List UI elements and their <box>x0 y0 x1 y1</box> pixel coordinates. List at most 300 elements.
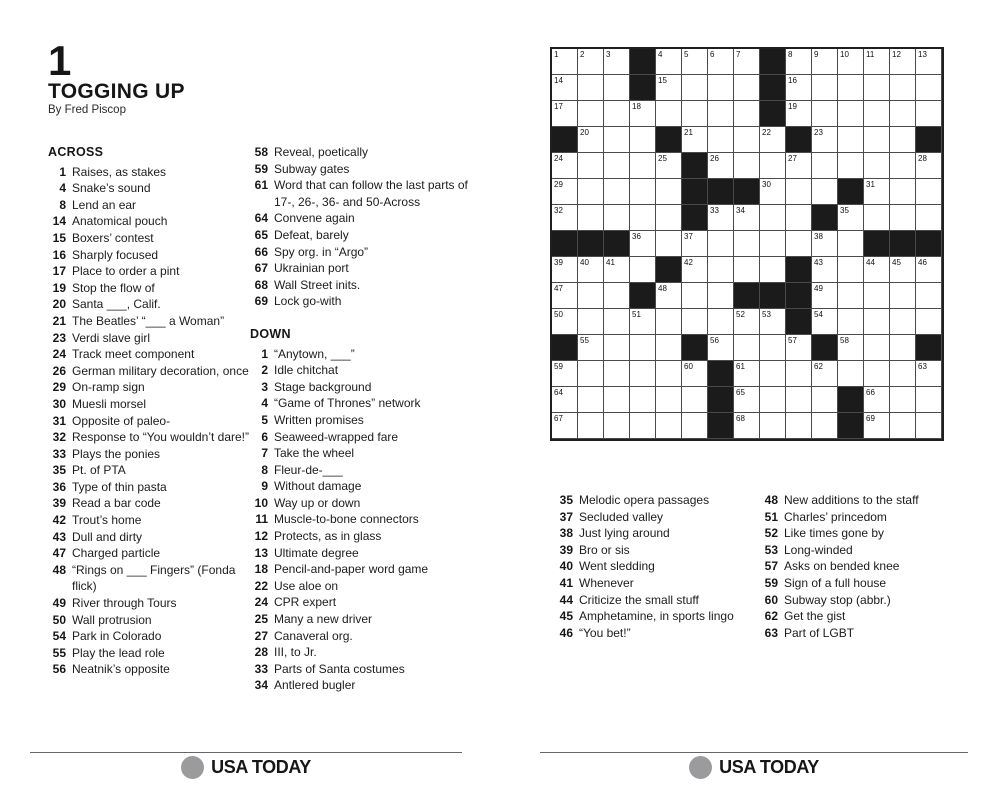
clue-number: 1 <box>261 346 268 361</box>
grid-cell[interactable] <box>682 101 708 127</box>
clue-17 <box>48 263 250 280</box>
grid-cell[interactable] <box>890 361 916 387</box>
grid-cell[interactable] <box>890 153 916 179</box>
grid-cell[interactable] <box>916 387 942 413</box>
grid-cell[interactable] <box>760 205 786 231</box>
clue-text: Idle chitchat <box>274 363 339 378</box>
grid-cell[interactable] <box>864 283 890 309</box>
grid-cell[interactable] <box>656 283 682 309</box>
clue-text: CPR expert <box>274 595 337 610</box>
usatoday-logo-text: USA TODAY <box>719 757 819 777</box>
clue-number: 38 <box>559 526 573 541</box>
grid-cell[interactable] <box>604 283 630 309</box>
grid-cell[interactable] <box>838 101 864 127</box>
clue-number: 31 <box>52 413 66 428</box>
grid-cell[interactable] <box>786 101 812 127</box>
grid-cell[interactable] <box>708 257 734 283</box>
grid-cell-number: 14 <box>554 76 563 85</box>
grid-cell[interactable] <box>604 309 630 335</box>
grid-cell[interactable] <box>630 257 656 283</box>
grid-cell[interactable] <box>838 309 864 335</box>
grid-cell[interactable] <box>812 387 838 413</box>
clue-text: Wall Street inits. <box>274 277 361 292</box>
clue-19 <box>48 280 250 297</box>
grid-cell[interactable] <box>734 361 760 387</box>
grid-cell[interactable] <box>630 231 656 257</box>
clue-number: 7 <box>261 446 268 461</box>
clue-text: Type of thin pasta <box>72 479 167 494</box>
grid-cell[interactable] <box>656 49 682 75</box>
grid-cell[interactable] <box>812 127 838 153</box>
grid-cell-number: 38 <box>814 232 823 241</box>
grid-cell[interactable] <box>682 413 708 439</box>
grid-cell[interactable] <box>552 361 578 387</box>
clue-33 <box>250 661 468 678</box>
grid-cell-number: 13 <box>918 50 927 59</box>
grid-cell-black <box>760 49 786 75</box>
clue-46 <box>555 625 761 642</box>
grid-cell[interactable] <box>890 75 916 101</box>
clue-number: 36 <box>52 479 66 494</box>
grid-cell[interactable] <box>604 205 630 231</box>
grid-cell[interactable] <box>630 413 656 439</box>
clue-number: 33 <box>52 446 66 461</box>
grid-cell[interactable] <box>760 179 786 205</box>
grid-cell[interactable] <box>682 75 708 101</box>
clue-text: Way up or down <box>274 495 361 510</box>
grid-cell-black <box>864 231 890 257</box>
grid-cell[interactable] <box>916 413 942 439</box>
grid-cell[interactable] <box>682 283 708 309</box>
grid-cell[interactable] <box>708 309 734 335</box>
grid-cell[interactable] <box>552 387 578 413</box>
grid-cell[interactable] <box>812 309 838 335</box>
down-header: DOWN <box>250 326 291 341</box>
clue-35 <box>555 492 761 509</box>
grid-cell[interactable] <box>812 75 838 101</box>
grid-cell[interactable] <box>682 309 708 335</box>
grid-cell[interactable] <box>916 361 942 387</box>
clue-52 <box>760 525 968 542</box>
grid-cell[interactable] <box>656 413 682 439</box>
grid-cell[interactable] <box>812 257 838 283</box>
grid-cell[interactable] <box>552 309 578 335</box>
clue-text: Anatomical pouch <box>72 214 168 229</box>
grid-cell[interactable] <box>838 361 864 387</box>
clue-10 <box>250 495 468 512</box>
clue-number: 58 <box>254 145 268 159</box>
grid-cell[interactable] <box>682 127 708 153</box>
grid-cell[interactable] <box>760 361 786 387</box>
grid-cell[interactable] <box>760 309 786 335</box>
grid-cell[interactable] <box>916 49 942 75</box>
grid-cell[interactable] <box>734 49 760 75</box>
grid-cell-number: 3 <box>606 50 611 59</box>
grid-cell[interactable] <box>760 413 786 439</box>
grid-cell-number: 48 <box>658 284 667 293</box>
grid-cell-number: 53 <box>762 310 771 319</box>
grid-cell[interactable] <box>604 387 630 413</box>
grid-cell-number: 32 <box>554 206 563 215</box>
grid-cell[interactable] <box>734 335 760 361</box>
across-header: ACROSS <box>48 145 104 159</box>
clue-number: 19 <box>52 280 66 295</box>
clue-text: Stop the flow of <box>72 280 155 295</box>
clue-18 <box>250 561 468 578</box>
clue-text: Lend an ear <box>72 197 137 212</box>
grid-cell[interactable] <box>604 179 630 205</box>
clue-number: 47 <box>52 546 66 561</box>
clue-text: Plays the ponies <box>72 446 161 461</box>
grid-cell[interactable] <box>890 49 916 75</box>
grid-cell[interactable] <box>552 153 578 179</box>
grid-cell[interactable] <box>630 153 656 179</box>
grid-cell[interactable] <box>578 309 604 335</box>
clue-12 <box>250 528 468 545</box>
grid-cell[interactable] <box>916 101 942 127</box>
grid-cell[interactable] <box>604 153 630 179</box>
grid-cell[interactable] <box>630 309 656 335</box>
grid-cell[interactable] <box>604 75 630 101</box>
clue-65 <box>250 227 468 244</box>
clue-number: 66 <box>254 244 268 259</box>
grid-cell[interactable] <box>708 231 734 257</box>
grid-cell[interactable] <box>630 205 656 231</box>
clue-number: 68 <box>254 277 268 292</box>
grid-cell-number: 12 <box>892 50 901 59</box>
grid-cell[interactable] <box>812 231 838 257</box>
grid-cell[interactable] <box>656 387 682 413</box>
grid-cell-black <box>786 257 812 283</box>
grid-cell[interactable] <box>890 283 916 309</box>
clue-number: 42 <box>52 513 66 528</box>
clue-23 <box>48 330 250 347</box>
grid-cell[interactable] <box>578 75 604 101</box>
grid-cell[interactable] <box>552 101 578 127</box>
grid-cell[interactable] <box>578 49 604 75</box>
grid-cell[interactable] <box>578 335 604 361</box>
grid-cell[interactable] <box>630 387 656 413</box>
grid-cell[interactable] <box>708 49 734 75</box>
grid-cell[interactable] <box>838 153 864 179</box>
grid-cell-black <box>682 179 708 205</box>
clue-40 <box>555 558 761 575</box>
grid-cell[interactable] <box>890 257 916 283</box>
grid-cell[interactable] <box>656 75 682 101</box>
grid-cell[interactable] <box>786 153 812 179</box>
grid-cell[interactable] <box>604 101 630 127</box>
grid-cell[interactable] <box>604 361 630 387</box>
grid-cell[interactable] <box>890 413 916 439</box>
grid-cell-black <box>786 309 812 335</box>
grid-cell[interactable] <box>734 101 760 127</box>
grid-cell[interactable] <box>812 283 838 309</box>
grid-cell[interactable] <box>708 335 734 361</box>
grid-cell[interactable] <box>864 75 890 101</box>
grid-cell-number: 26 <box>710 154 719 163</box>
grid-cell-number: 42 <box>684 258 693 267</box>
grid-cell[interactable] <box>838 231 864 257</box>
grid-cell[interactable] <box>708 75 734 101</box>
clue-number: 12 <box>254 529 268 544</box>
grid-cell[interactable] <box>786 75 812 101</box>
grid-cell-number: 43 <box>814 258 823 267</box>
grid-cell[interactable] <box>864 257 890 283</box>
clue-text: Sharply focused <box>72 247 159 262</box>
grid-cell[interactable] <box>864 101 890 127</box>
grid-cell[interactable] <box>578 361 604 387</box>
clue-number: 25 <box>254 612 268 627</box>
grid-cell-black <box>916 231 942 257</box>
grid-cell[interactable] <box>786 335 812 361</box>
grid-cell[interactable] <box>864 335 890 361</box>
grid-cell[interactable] <box>760 153 786 179</box>
grid-cell[interactable] <box>890 101 916 127</box>
grid-cell[interactable] <box>786 205 812 231</box>
grid-cell[interactable] <box>682 49 708 75</box>
clue-number: 37 <box>559 509 573 524</box>
usatoday-circle-icon <box>689 756 712 779</box>
grid-cell[interactable] <box>656 335 682 361</box>
clue-text: Get the gist <box>784 609 846 624</box>
grid-cell[interactable] <box>786 413 812 439</box>
grid-cell-number: 68 <box>736 414 745 423</box>
grid-cell[interactable] <box>890 205 916 231</box>
grid-cell[interactable] <box>552 179 578 205</box>
grid-cell[interactable] <box>604 413 630 439</box>
grid-cell[interactable] <box>838 205 864 231</box>
clue-54 <box>48 628 250 645</box>
clue-25 <box>250 611 468 628</box>
clue-number: 63 <box>764 625 778 640</box>
grid-cell[interactable] <box>864 49 890 75</box>
grid-cell[interactable] <box>864 205 890 231</box>
grid-cell[interactable] <box>630 127 656 153</box>
usatoday-logo <box>540 756 968 779</box>
clue-number: 8 <box>261 462 268 477</box>
clue-60 <box>760 592 968 609</box>
grid-cell[interactable] <box>734 205 760 231</box>
grid-cell[interactable] <box>552 205 578 231</box>
clue-67 <box>250 260 468 277</box>
down-clue-list-1 <box>250 346 468 694</box>
grid-cell[interactable] <box>630 101 656 127</box>
grid-cell[interactable] <box>656 153 682 179</box>
grid-cell[interactable] <box>812 179 838 205</box>
grid-cell-number: 8 <box>788 50 793 59</box>
grid-cell[interactable] <box>578 413 604 439</box>
grid-cell-number: 45 <box>892 258 901 267</box>
grid-cell[interactable] <box>656 205 682 231</box>
grid-cell[interactable] <box>864 309 890 335</box>
grid-cell[interactable] <box>656 101 682 127</box>
grid-cell[interactable] <box>864 413 890 439</box>
clue-text: Whenever <box>579 575 634 590</box>
grid-cell[interactable] <box>708 283 734 309</box>
grid-cell[interactable] <box>734 127 760 153</box>
grid-cell-number: 35 <box>840 206 849 215</box>
grid-cell[interactable] <box>734 309 760 335</box>
grid-cell[interactable] <box>656 179 682 205</box>
grid-cell[interactable] <box>578 257 604 283</box>
clue-27 <box>250 628 468 645</box>
grid-cell[interactable] <box>916 75 942 101</box>
grid-cell[interactable] <box>604 257 630 283</box>
grid-cell[interactable] <box>890 309 916 335</box>
grid-cell[interactable] <box>604 49 630 75</box>
clue-8 <box>250 462 468 479</box>
clue-35 <box>48 462 250 479</box>
clue-number: 43 <box>52 529 66 544</box>
grid-cell[interactable] <box>890 179 916 205</box>
grid-cell[interactable] <box>760 231 786 257</box>
grid-cell[interactable] <box>864 179 890 205</box>
grid-cell[interactable] <box>734 257 760 283</box>
grid-cell[interactable] <box>916 283 942 309</box>
grid-cell[interactable] <box>708 205 734 231</box>
grid-cell[interactable] <box>838 283 864 309</box>
grid-cell-black <box>708 387 734 413</box>
grid-cell[interactable] <box>838 49 864 75</box>
grid-cell[interactable] <box>604 127 630 153</box>
grid-cell[interactable] <box>786 49 812 75</box>
grid-cell[interactable] <box>812 413 838 439</box>
grid-cell[interactable] <box>760 387 786 413</box>
grid-cell[interactable] <box>552 49 578 75</box>
grid-cell[interactable] <box>838 75 864 101</box>
grid-cell[interactable] <box>604 335 630 361</box>
grid-cell-number: 51 <box>632 310 641 319</box>
grid-cell[interactable] <box>578 101 604 127</box>
grid-cell[interactable] <box>864 387 890 413</box>
grid-cell[interactable] <box>760 335 786 361</box>
grid-cell[interactable] <box>838 127 864 153</box>
clue-number: 53 <box>764 542 778 557</box>
grid-cell[interactable] <box>656 231 682 257</box>
grid-cell[interactable] <box>578 205 604 231</box>
usatoday-logo <box>30 756 462 779</box>
grid-cell[interactable] <box>578 179 604 205</box>
grid-cell-number: 64 <box>554 388 563 397</box>
grid-cell[interactable] <box>578 127 604 153</box>
clue-number: 35 <box>559 493 573 507</box>
clue-24 <box>250 594 468 611</box>
clue-text: Trout’s home <box>72 513 142 528</box>
grid-cell[interactable] <box>864 361 890 387</box>
clue-text: Fleur-de-___ <box>274 462 343 477</box>
grid-cell[interactable] <box>630 335 656 361</box>
clue-number: 57 <box>764 559 778 574</box>
clue-text: III, to Jr. <box>274 645 317 660</box>
clue-text: Snake’s sound <box>72 181 151 196</box>
grid-cell[interactable] <box>916 153 942 179</box>
grid-cell[interactable] <box>552 257 578 283</box>
grid-cell[interactable] <box>630 179 656 205</box>
grid-cell[interactable] <box>812 153 838 179</box>
grid-cell[interactable] <box>734 231 760 257</box>
grid-cell-number: 24 <box>554 154 563 163</box>
grid-cell[interactable] <box>552 413 578 439</box>
grid-cell[interactable] <box>682 231 708 257</box>
crossword-grid[interactable] <box>550 47 944 441</box>
grid-cell-number: 7 <box>736 50 741 59</box>
grid-cell[interactable] <box>682 361 708 387</box>
grid-cell[interactable] <box>734 153 760 179</box>
clue-number: 9 <box>261 479 268 494</box>
grid-cell[interactable] <box>812 49 838 75</box>
grid-cell[interactable] <box>578 283 604 309</box>
clue-number: 30 <box>52 396 66 411</box>
grid-cell[interactable] <box>552 75 578 101</box>
grid-cell[interactable] <box>760 257 786 283</box>
clue-number: 40 <box>559 559 573 574</box>
grid-cell-black <box>786 127 812 153</box>
grid-cell[interactable] <box>552 283 578 309</box>
clue-number: 27 <box>254 628 268 643</box>
grid-cell[interactable] <box>838 335 864 361</box>
grid-cell[interactable] <box>708 127 734 153</box>
grid-cell[interactable] <box>734 75 760 101</box>
grid-cell[interactable] <box>786 387 812 413</box>
grid-cell[interactable] <box>916 205 942 231</box>
grid-cell[interactable] <box>786 361 812 387</box>
grid-cell[interactable] <box>890 127 916 153</box>
grid-cell-number: 47 <box>554 284 563 293</box>
clue-61 <box>250 177 468 210</box>
clue-number: 61 <box>254 178 268 193</box>
grid-cell[interactable] <box>682 257 708 283</box>
grid-cell-number: 56 <box>710 336 719 345</box>
grid-cell[interactable] <box>682 387 708 413</box>
grid-cell[interactable] <box>916 179 942 205</box>
grid-cell-black <box>708 413 734 439</box>
grid-cell-number: 6 <box>710 50 715 59</box>
grid-cell[interactable] <box>578 387 604 413</box>
grid-cell[interactable] <box>656 361 682 387</box>
clue-number: 1 <box>59 164 66 179</box>
grid-cell[interactable] <box>916 257 942 283</box>
clue-text: Read a bar code <box>72 496 161 511</box>
grid-cell-black <box>708 179 734 205</box>
grid-cell[interactable] <box>760 127 786 153</box>
grid-cell[interactable] <box>812 101 838 127</box>
grid-cell[interactable] <box>786 231 812 257</box>
grid-cell[interactable] <box>786 179 812 205</box>
clue-66 <box>250 244 468 261</box>
grid-cell[interactable] <box>812 361 838 387</box>
grid-cell[interactable] <box>864 153 890 179</box>
grid-cell[interactable] <box>734 413 760 439</box>
across-clues-column-2 <box>250 144 468 694</box>
grid-cell[interactable] <box>708 101 734 127</box>
clue-number: 20 <box>52 297 66 312</box>
grid-cell-black <box>890 231 916 257</box>
clue-number: 60 <box>764 592 778 607</box>
grid-cell[interactable] <box>578 153 604 179</box>
grid-cell[interactable] <box>656 309 682 335</box>
grid-cell[interactable] <box>890 387 916 413</box>
grid-cell[interactable] <box>630 361 656 387</box>
grid-cell[interactable] <box>838 257 864 283</box>
grid-cell-number: 9 <box>814 50 819 59</box>
clue-text: Bro or sis <box>579 542 630 557</box>
grid-cell[interactable] <box>864 127 890 153</box>
grid-cell-number: 21 <box>684 128 693 137</box>
grid-cell[interactable] <box>890 335 916 361</box>
grid-cell[interactable] <box>916 309 942 335</box>
grid-cell[interactable] <box>734 387 760 413</box>
grid-cell[interactable] <box>708 153 734 179</box>
